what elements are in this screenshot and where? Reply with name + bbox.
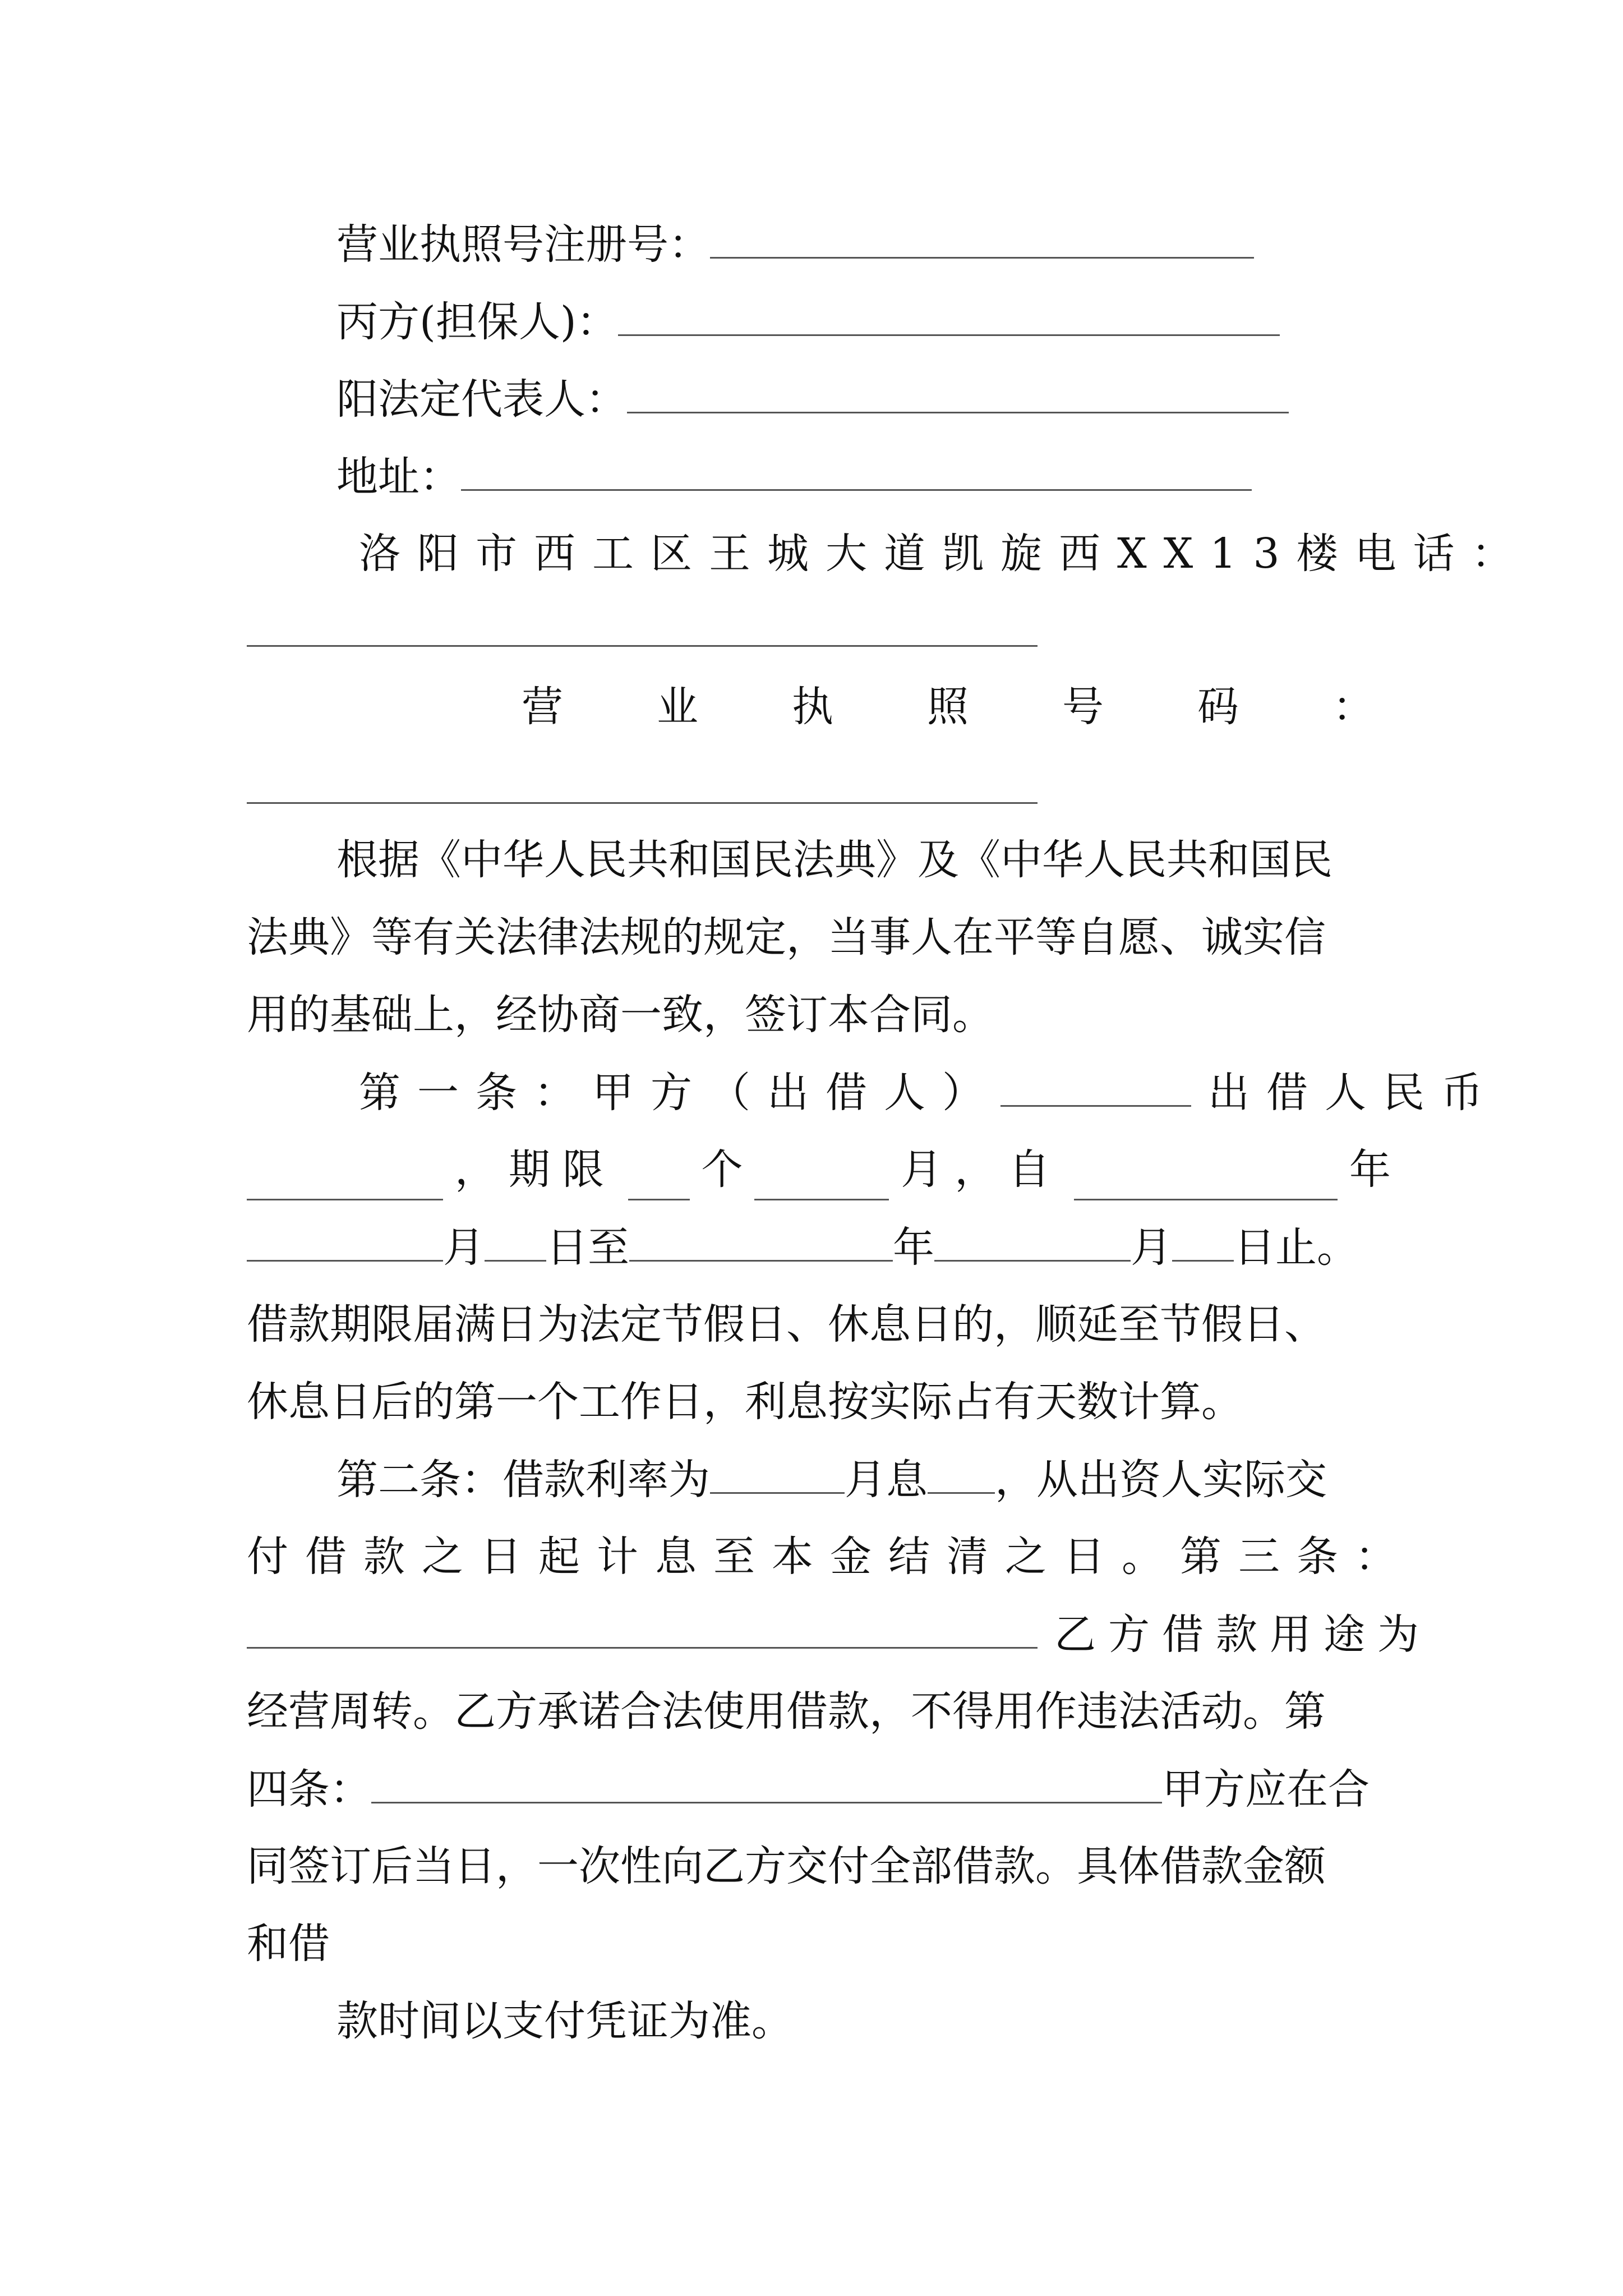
months-blank[interactable] xyxy=(628,1155,690,1200)
article1-line-2 xyxy=(247,1139,1391,1200)
article1-line-4 xyxy=(247,1294,1326,1355)
article4-line-1 xyxy=(247,1758,1370,1820)
address-value: 洛阳市西工区王城大道凯旋西XX13楼电话： xyxy=(359,530,1530,578)
article1-text: 日止。 xyxy=(1234,1223,1358,1272)
article1-line-3 xyxy=(247,1216,1358,1278)
license-no-char: 营 xyxy=(522,683,563,731)
article2-text: ，从出资人实际交 xyxy=(995,1456,1327,1504)
start-year-blank[interactable] xyxy=(1074,1155,1338,1200)
article1-text: 月 xyxy=(1131,1223,1172,1272)
article1-text: 月，自 xyxy=(901,1145,1063,1194)
article1-text: 借款期限届满日为法定节假日、休息日的，顺延至节假日、 xyxy=(247,1300,1326,1349)
article2-text: 付借款之日起计息至本金结清之日。第三条： xyxy=(247,1533,1413,1581)
lender-blank[interactable] xyxy=(1000,1061,1191,1107)
start-month-blank[interactable] xyxy=(754,1155,889,1200)
article3-blank[interactable] xyxy=(247,1603,1038,1649)
license-no-char: 业 xyxy=(657,683,698,731)
intro-line-2 xyxy=(247,907,1326,968)
interest-rate-blank[interactable] xyxy=(710,1448,845,1494)
article1-text: 年 xyxy=(893,1223,934,1272)
license-no-char: 号 xyxy=(1062,683,1104,731)
article3-text: 乙方借款用途为 xyxy=(1054,1611,1431,1659)
article4-text: 款时间以支付凭证为准。 xyxy=(336,1997,793,2045)
article1-text: 个 xyxy=(701,1145,743,1194)
article4-text: 甲方应在合 xyxy=(1162,1765,1370,1814)
article1-text: 年 xyxy=(1349,1145,1391,1194)
article1-text: 休息日后的第一个工作日，利息按实际占有天数计算。 xyxy=(247,1378,1243,1426)
license-no-line xyxy=(522,676,1374,738)
article1-text: 月 xyxy=(443,1223,485,1272)
legal-rep-label: 阳法定代表人： xyxy=(336,375,627,424)
article4-text: 同签订后当日，一次性向乙方交付全部借款。具体借款金额 xyxy=(247,1842,1326,1890)
intro-line-1 xyxy=(336,829,1332,891)
address-value-line xyxy=(359,523,1530,585)
license-reg-line xyxy=(336,213,1254,275)
article3-line-2 xyxy=(247,1681,1326,1742)
legal-rep-line xyxy=(336,368,1289,430)
article3-line-1 xyxy=(247,1603,1431,1665)
article1-text: 第一条：甲方（出借人） xyxy=(359,1069,1000,1117)
monthly-interest-blank[interactable] xyxy=(928,1448,995,1494)
article4-text: 和借 xyxy=(247,1920,330,1968)
license-no-char: 码 xyxy=(1197,683,1239,731)
article4-line-3 xyxy=(247,1913,330,1975)
end-month-blank[interactable] xyxy=(934,1216,1131,1262)
license-no-char: 照 xyxy=(927,683,969,731)
article1-line-1 xyxy=(359,1061,1500,1123)
legal-rep-blank[interactable] xyxy=(627,368,1289,413)
article1-text: ，期限 xyxy=(454,1145,616,1194)
intro-text: 法典》等有关法律法规的规定，当事人在平等自愿、诚实信 xyxy=(247,913,1326,961)
article2-text: 月息 xyxy=(845,1456,928,1504)
guarantor-blank[interactable] xyxy=(618,291,1280,336)
end-year-blank[interactable] xyxy=(629,1216,893,1262)
address-line xyxy=(336,445,1252,507)
phone-blank[interactable] xyxy=(247,645,1038,647)
article1-line-5 xyxy=(247,1371,1243,1433)
article1-text: 出借人民币 xyxy=(1208,1069,1500,1117)
license-reg-label: 营业执照号注册号： xyxy=(336,220,710,269)
address-blank[interactable] xyxy=(461,445,1252,491)
amount-blank[interactable] xyxy=(247,1155,443,1200)
address-label: 地址： xyxy=(336,453,461,501)
article4-line-2 xyxy=(247,1835,1326,1897)
start-month-blank-2[interactable] xyxy=(247,1216,443,1262)
article2-text: 第二条：借款利率为 xyxy=(336,1456,710,1504)
start-day-blank[interactable] xyxy=(485,1216,546,1262)
article4-line-4 xyxy=(336,1990,793,2052)
article4-blank[interactable] xyxy=(371,1758,1162,1803)
intro-line-3 xyxy=(247,984,994,1046)
license-no-char: ： xyxy=(1332,683,1374,731)
intro-text: 用的基础上，经协商一致，签订本合同。 xyxy=(247,991,994,1039)
article4-text: 四条： xyxy=(247,1765,371,1814)
article2-line-2 xyxy=(247,1526,1413,1588)
end-day-blank[interactable] xyxy=(1172,1216,1234,1262)
article3-text: 经营周转。乙方承诺合法使用借款，不得用作违法活动。第 xyxy=(247,1687,1326,1736)
article1-text: 日至 xyxy=(546,1223,629,1272)
guarantor-line xyxy=(336,291,1280,352)
license-no-blank[interactable] xyxy=(247,802,1038,804)
license-no-char: 执 xyxy=(792,683,833,731)
guarantor-label: 丙方(担保人)： xyxy=(336,298,618,346)
license-reg-blank[interactable] xyxy=(710,213,1254,259)
article2-line-1 xyxy=(336,1448,1327,1510)
intro-text: 根据《中华人民共和国民法典》及《中华人民共和国民 xyxy=(336,836,1332,884)
